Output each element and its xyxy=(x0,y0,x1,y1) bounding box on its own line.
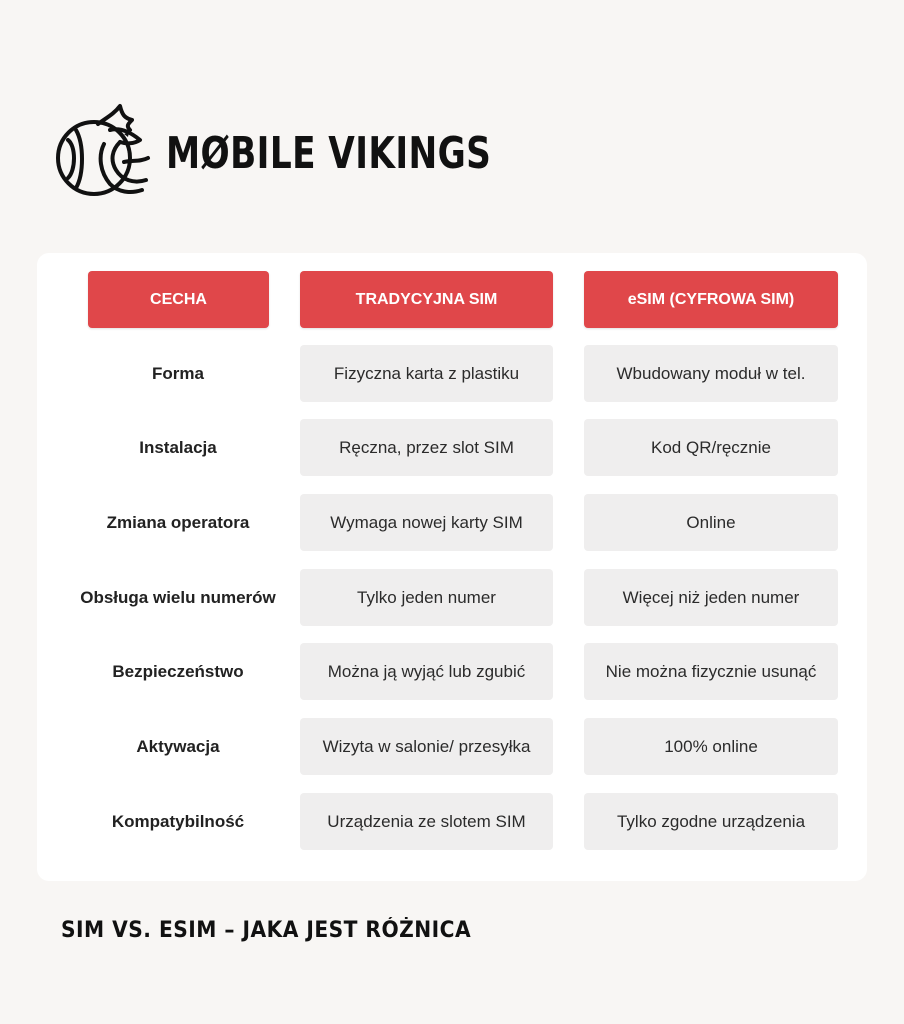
cell-esim-operator-change: Online xyxy=(584,494,838,551)
cell-sim-form: Fizyczna karta z plastiku xyxy=(300,345,553,402)
comparison-table xyxy=(37,253,867,881)
cell-sim-activation: Wizyta w salonie/ przesyłka xyxy=(300,718,553,775)
row-label-security: Bezpieczeństwo xyxy=(112,661,244,681)
cell-esim-activation: 100% online xyxy=(584,718,838,775)
row-label-installation: Instalacja xyxy=(139,437,217,457)
cell-sim-installation: Ręczna, przez slot SIM xyxy=(300,419,553,476)
cell-sim-operator-change: Wymaga nowej karty SIM xyxy=(300,494,553,551)
row-label-operator-change: Zmiana operatora xyxy=(106,512,250,532)
cell-esim-security: Nie można fizycznie usunąć xyxy=(584,643,838,700)
row-label-multiple-numbers: Obsługa wielu numerów xyxy=(80,587,276,607)
header-feature: CECHA xyxy=(88,271,269,328)
header-esim: eSIM (CYFROWA SIM) xyxy=(584,271,838,328)
cell-sim-multiple-numbers: Tylko jeden numer xyxy=(300,569,553,626)
footer-title: SIM VS. ESIM – JAKA JEST RÓŻNICA xyxy=(61,918,472,943)
row-label-activation: Aktywacja xyxy=(136,736,220,756)
cell-esim-installation: Kod QR/ręcznie xyxy=(584,419,838,476)
cell-sim-security: Można ją wyjąć lub zgubić xyxy=(300,643,553,700)
brand-name: MØBILE VIKINGS xyxy=(166,127,492,179)
cell-esim-compatibility: Tylko zgodne urządzenia xyxy=(584,793,838,850)
cell-esim-form: Wbudowany moduł w tel. xyxy=(584,345,838,402)
header-traditional-sim: TRADYCYJNA SIM xyxy=(300,271,553,328)
viking-dragon-icon xyxy=(54,100,154,204)
logo xyxy=(54,100,583,204)
row-label-compatibility: Kompatybilność xyxy=(111,811,245,831)
cell-esim-multiple-numbers: Więcej niż jeden numer xyxy=(584,569,838,626)
cell-sim-compatibility: Urządzenia ze slotem SIM xyxy=(300,793,553,850)
row-label-form: Forma xyxy=(152,363,204,383)
